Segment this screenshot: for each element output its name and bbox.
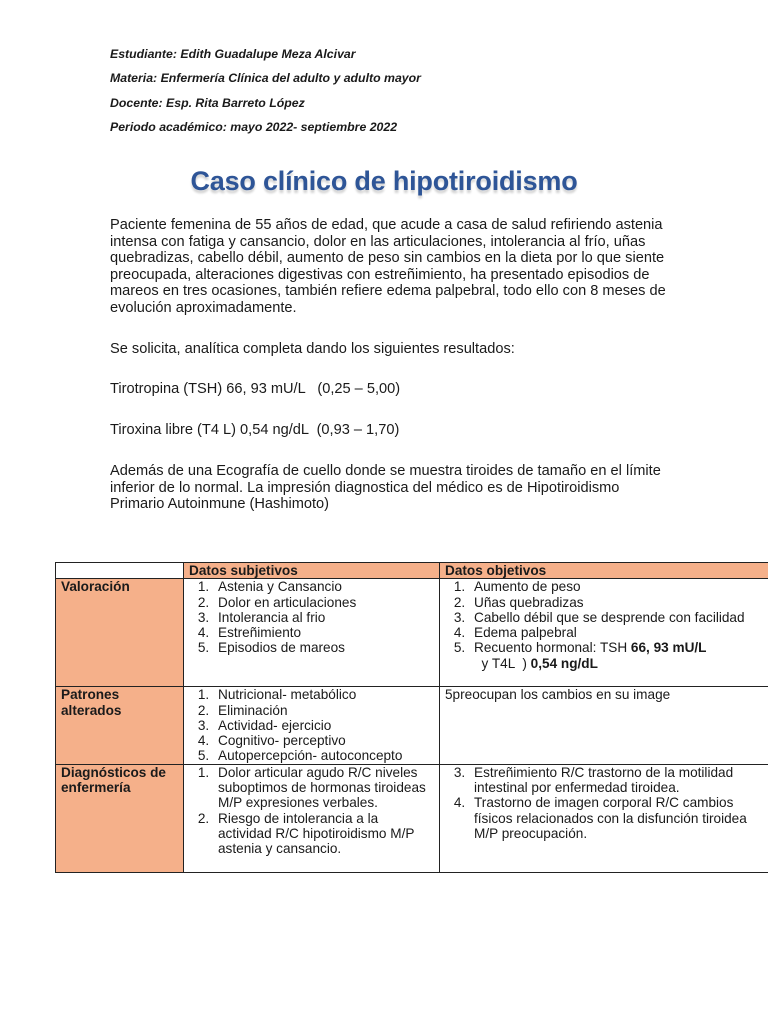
period-line: Periodo académico: mayo 2022- septiembre 2022: [110, 119, 398, 134]
list-item: 4. Trastorno de imagen corporal R/C cambios físicos relacionados con la disfunción tiroidea M/P preocupación.: [469, 795, 768, 841]
list-item: 4. Estreñimiento: [213, 625, 434, 640]
valoracion-objective: [440, 579, 768, 687]
empty-corner-cell: [56, 563, 184, 579]
list-item: 2. Eliminación: [213, 703, 434, 718]
tsh-result: Tirotropina (TSH) 66, 93 mU/L (0,25 – 5,00): [110, 381, 401, 397]
patrones-subjective: [184, 687, 440, 764]
list-item: 4. Edema palpebral: [469, 625, 768, 640]
patrones-objective: [440, 687, 768, 764]
t4-value: 0,54 ng/dL: [530, 655, 598, 671]
t4-result: Tiroxina libre (T4 L) 0,54 ng/dL (0,93 – 1,70): [110, 422, 400, 438]
header-info: [110, 42, 421, 139]
list-item: 5. Episodios de mareos: [213, 640, 434, 655]
student-line: Estudiante: Edith Guadalupe Meza Alcivar: [110, 47, 356, 61]
tsh-value: 66, 93 mU/L: [630, 640, 707, 656]
list-item: 3. Cabello débil que se desprende con facilidad: [469, 610, 768, 625]
page-title: Caso clínico de hipotiroidismo: [190, 166, 578, 196]
nursing-care-table: [55, 562, 768, 873]
row-label-patrones: Patrones alterados: [56, 687, 184, 764]
request-paragraph: Se solicita, analítica completa dando los siguientes resultados:: [110, 341, 515, 357]
patrones-objective-text: 5preocupan los cambios en su image: [445, 687, 671, 703]
diagnosticos-objective: [440, 764, 768, 872]
case-paragraph: Paciente femenina de 55 años de edad, que acude a casa de salud refiriendo astenia intensa con fatiga y cansancio, dolor en las articulaciones, intolerancia al frío, uñas quebradizas, cabello débil, aumento de peso sin cambios en la dieta por lo que siente preocupada, alteraciones digestivas con estreñimiento, ha presentado episodios de mareos en tres ocasiones, también refiere edema palpebral, todo ello con 8 meses de evolución aproximadamente.: [110, 217, 666, 316]
subject-line: Materia: Enfermería Clínica del adulto y adulto mayor: [110, 71, 421, 86]
valoracion-subjective-list: [189, 579, 434, 655]
list-item: 3. Intolerancia al frio: [213, 610, 434, 625]
list-item: 1. Aumento de peso: [469, 579, 768, 594]
list-item: 1. Dolor articular agudo R/C niveles suboptimos de hormonas tiroideas M/P expresiones verbales.: [213, 765, 434, 811]
diagnosticos-subjective: [184, 764, 440, 872]
patrones-subjective-list: [189, 687, 434, 763]
list-item: 2. Riesgo de intolerancia a la actividad R/C hipotiroidismo M/P astenia y cansancio.: [213, 811, 434, 857]
hormonal-prefix: Recuento hormonal: TSH: [474, 640, 631, 656]
row-label-valoracion: Valoración: [56, 579, 184, 687]
echo-paragraph: Además de una Ecografía de cuello donde se muestra tiroides de tamaño en el límite inferior de lo normal. La impresión diagnostica del médico es de Hipotiroidismo Primario Autoinmune (Hashimoto): [110, 463, 661, 513]
list-item: 1. Nutricional- metabólico: [213, 687, 434, 702]
header-subjective: Datos subjetivos: [184, 563, 440, 579]
table-row: [56, 687, 768, 764]
list-item: 2. Uñas quebradizas: [469, 595, 768, 610]
table-row: [56, 579, 768, 687]
hormonal-middle: y T4L ): [474, 655, 531, 671]
table-row: [56, 764, 768, 872]
list-item: 3. Actividad- ejercicio: [213, 718, 434, 733]
diagnosticos-subjective-list: [189, 765, 434, 857]
diagnosticos-objective-list: [445, 765, 768, 841]
list-item: 5. Autopercepción- autoconcepto: [213, 748, 434, 763]
row-label-diagnosticos: Diagnósticos de enfermería: [56, 764, 184, 872]
valoracion-subjective: [184, 579, 440, 687]
hormonal-count-item: [469, 640, 768, 671]
table-header-row: [56, 563, 768, 579]
teacher-line: Docente: Esp. Rita Barreto López: [110, 95, 305, 110]
list-item: 4. Cognitivo- perceptivo: [213, 733, 434, 748]
list-item: 2. Dolor en articulaciones: [213, 595, 434, 610]
list-item: 1. Astenia y Cansancio: [213, 579, 434, 594]
header-objective: Datos objetivos: [440, 563, 768, 579]
list-item: 3. Estreñimiento R/C trastorno de la motilidad intestinal por enfermedad tiroidea.: [469, 765, 768, 796]
valoracion-objective-list: [445, 579, 768, 671]
